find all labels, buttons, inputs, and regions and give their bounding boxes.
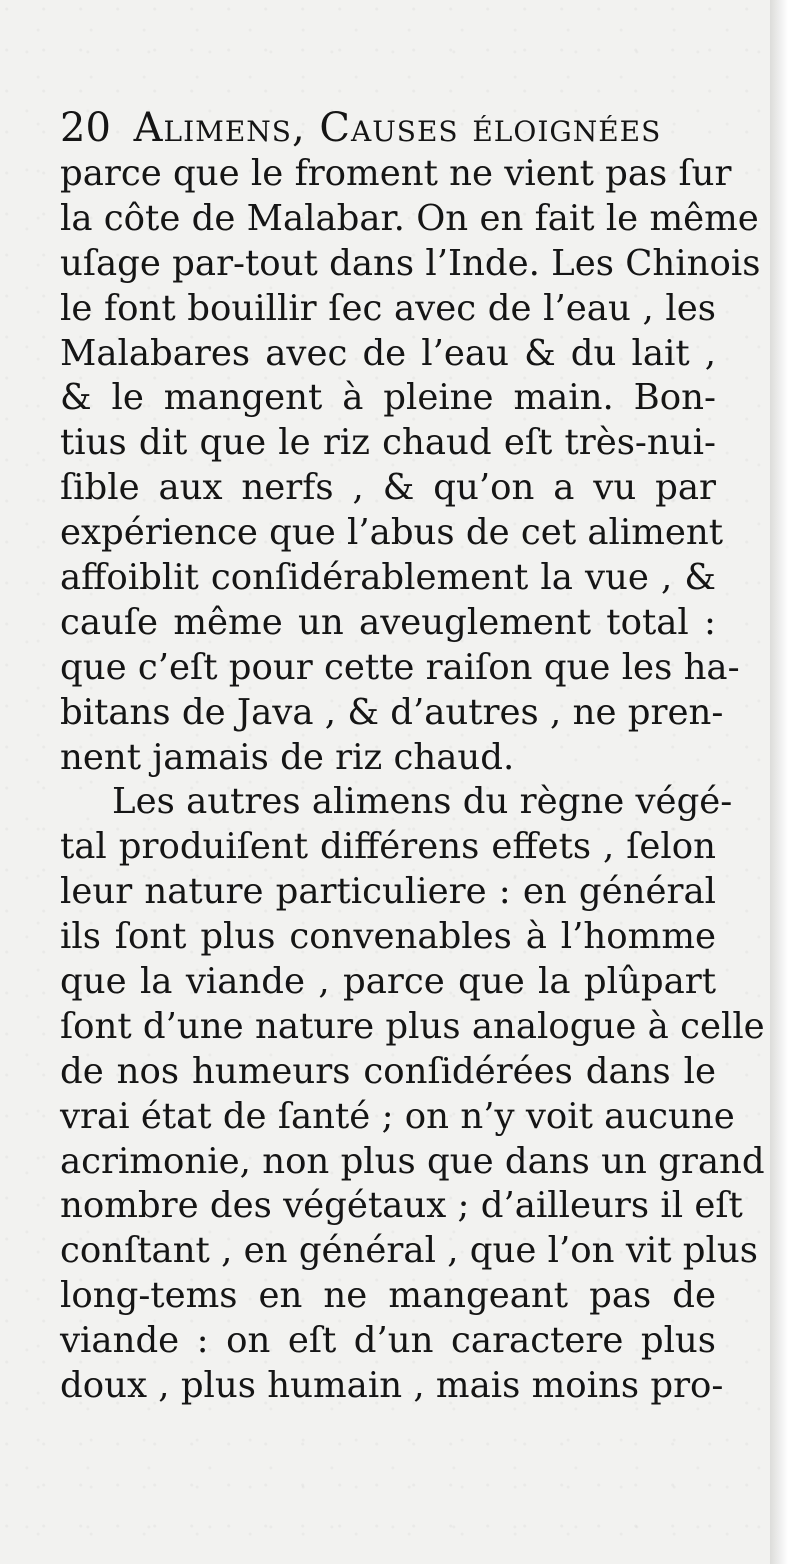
text-line: bitans de Java , & d’autres , ne pren- (60, 691, 724, 733)
text-line: de nos humeurs conſidérées dans le (60, 1050, 716, 1092)
text-line: acrimonie, non plus que dans un grand (60, 1140, 765, 1182)
text-line: tal produiſent différens effets , ſelon (60, 826, 716, 868)
text-line: ils ſont plus convenables à l’homme (60, 916, 716, 958)
text-line: affoiblit conſidérablement la vue , & (60, 557, 716, 599)
running-head: Alimens, Causes éloignées (133, 105, 662, 151)
text-line: parce que le froment ne vient pas ſur (60, 153, 732, 194)
text-line: nombre des végétaux ; d’ailleurs il eſt (60, 1185, 743, 1227)
text-line: que c’eſt pour cette raiſon que les ha- (60, 646, 740, 688)
text-line: viande : on eſt d’un caractere plus (60, 1320, 716, 1362)
text-line: la côte de Malabar. On en fait le même (60, 197, 759, 239)
text-line: nent jamais de riz chaud. (60, 736, 515, 778)
body-text (60, 152, 765, 1409)
text-line: doux , plus humain , mais moins pro- (60, 1365, 724, 1407)
text-line: Les autres alimens du règne végé- (112, 781, 733, 823)
text-line: que la viande , parce que la plûpart (60, 961, 716, 1003)
text-line: cauſe même un aveuglement total : (60, 601, 716, 643)
text-line: leur nature particuliere : en général (60, 871, 716, 913)
text-line: ſont d’une nature plus analogue à celle (60, 1005, 765, 1047)
text-line: conſtant , en général , que l’on vit plus (60, 1230, 758, 1272)
page-edge (770, 0, 800, 1564)
text-line: & le mangent à pleine main. Bon- (60, 377, 716, 419)
text-line: vrai état de ſanté ; on n’y voit aucune (60, 1095, 735, 1137)
text-line: ſible aux nerfs , & qu’on a vu par (60, 467, 716, 509)
text-line: long-tems en ne mangeant pas de (60, 1275, 716, 1317)
text-line: le font bouillir ſec avec de l’eau , les (60, 287, 716, 329)
page-number: 20 (60, 105, 111, 151)
text-line: tius dit que le riz chaud eſt très-nui- (60, 422, 716, 464)
page-header (60, 100, 710, 156)
text-line: Malabares avec de l’eau & du lait , (60, 332, 716, 374)
text-line: expérience que l’abus de cet aliment (60, 512, 724, 554)
text-line: uſage par-tout dans l’Inde. Les Chinois (60, 242, 761, 284)
